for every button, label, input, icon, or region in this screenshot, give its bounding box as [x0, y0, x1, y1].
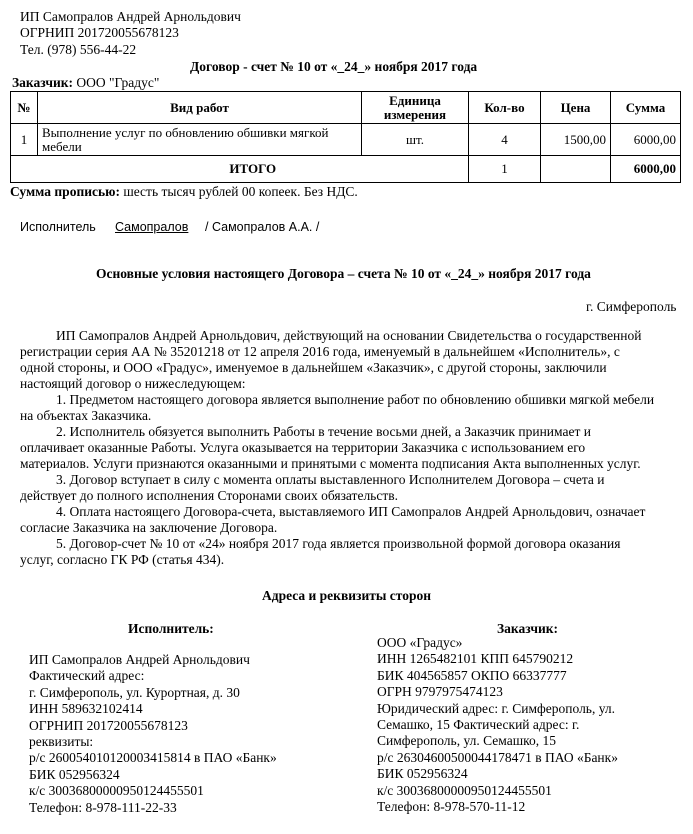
- body-line: на объектах Заказчика.: [20, 408, 152, 423]
- table-row: [11, 124, 681, 156]
- body-line: 2. Исполнитель обязуется выполнить Работы в течение восьми дней, а Заказчик принимает и: [56, 424, 591, 439]
- total-sum: 6000,00: [611, 156, 681, 183]
- executor-detail-line: г. Симферополь, ул. Курортная, д. 30: [29, 684, 240, 700]
- executor-detail-line: ИНН 589632102414: [29, 701, 143, 717]
- customer-detail-line: Семашко, 15 Фактический адрес: г.: [377, 716, 580, 732]
- body-line: одной стороны, и ООО «Градус», именуемое в дальнейшем «Заказчик», с другой стороны, заключили: [20, 360, 607, 375]
- executor-title: Исполнитель:: [128, 621, 214, 636]
- customer-label: Заказчик:: [12, 75, 74, 90]
- cell-unit: шт.: [362, 124, 469, 156]
- customer-detail-line: БИК 052956324: [377, 766, 468, 782]
- body-line: оплачивает оказанные Работы. Услуга оказывается на территории Заказчика с использованием его: [20, 440, 586, 455]
- body-line: настоящий договор о нижеследующем:: [20, 376, 246, 391]
- cell-qty: 4: [469, 124, 541, 156]
- items-table: [10, 91, 681, 183]
- document-title: Договор - счет № 10 от «_24_» ноября 2017 года: [190, 59, 478, 74]
- executor-detail-line: к/с 30036800000950124455501: [29, 783, 204, 799]
- addresses-title: Адреса и реквизиты сторон: [262, 588, 432, 603]
- customer-detail-line: ОГРН 9797975474123: [377, 684, 503, 700]
- signature-role: Исполнитель: [20, 220, 96, 234]
- conditions-title: Основные условия настоящего Договора – счета № 10 от «_24_» ноября 2017 года: [96, 266, 591, 281]
- col-header-unit: Единица измерения: [362, 92, 469, 124]
- body-line: услуг, согласно ГК РФ (статья 434).: [20, 552, 225, 567]
- body-line: 4. Оплата настоящего Договора-счета, выставляемого ИП Самопралов Андрей Арнольдович, означает: [56, 504, 646, 519]
- table-header-row: [11, 92, 681, 124]
- executor-detail-line: ОГРНИП 201720055678123: [29, 717, 188, 733]
- city: г. Симферополь: [586, 299, 677, 314]
- col-header-num: №: [11, 92, 38, 124]
- col-header-qty: Кол-во: [469, 92, 541, 124]
- sum-in-words: [10, 184, 358, 200]
- cell-work: Выполнение услуг по обновлению обшивки мягкой мебели: [38, 124, 362, 156]
- body-line: согласие Заказчика на заключение Договора.: [20, 520, 278, 535]
- contract-body: [20, 328, 682, 568]
- body-line: 3. Договор вступает в силу с момента оплаты выставленного Исполнителем Договора – счета и: [56, 472, 605, 487]
- signature-sign: Самопралов: [115, 220, 189, 234]
- executor-name-header: ИП Самопралов Андрей Арнольдович: [20, 9, 241, 24]
- col-header-work: Вид работ: [38, 92, 362, 124]
- body-line: материалов. Услуги признаются оказанными и принятыми с момента подписания Акта выполненных услуг.: [20, 456, 641, 471]
- executor-detail-line: ИП Самопралов Андрей Арнольдович: [29, 652, 250, 667]
- total-label: ИТОГО: [38, 156, 469, 183]
- total-qty: 1: [469, 156, 541, 183]
- customer-detail-line: Юридический адрес: г. Симферополь, ул.: [377, 700, 615, 716]
- signature-name: / Самопралов А.А. /: [205, 220, 320, 234]
- executor-detail-line: р/с 26005401012000З415814 в ПАО «Банк»: [29, 750, 277, 766]
- executor-details: [29, 652, 277, 816]
- customer-name: ООО "Градус": [73, 75, 160, 90]
- col-header-price: Цена: [541, 92, 611, 124]
- customer-detail-line: ИНН 1265482101 КПП 645790212: [377, 651, 574, 667]
- body-line: действует до полного исполнения Сторонами своих обязательств.: [20, 488, 398, 503]
- total-price-empty: [541, 156, 611, 183]
- customer-details: [377, 635, 618, 815]
- executor-detail-line: Телефон: 8-978-111-22-33: [29, 799, 177, 815]
- body-line: 1. Предметом настоящего договора является выполнение работ по обновлению обшивки мягкой мебели: [56, 392, 655, 407]
- customer-detail-line: Телефон: 8-978-570-11-12: [377, 798, 526, 814]
- executor-ogrnip-header: ОГРНИП 201720055678123: [20, 25, 179, 40]
- executor-detail-line: Фактический адрес:: [29, 668, 145, 684]
- customer-detail-line: БИК 404565857 ОКПО 66337777: [377, 667, 567, 683]
- customer-detail-line: к/с 30036800000950124455501: [377, 782, 552, 798]
- cell-price: 1500,00: [541, 124, 611, 156]
- col-header-sum: Сумма: [611, 92, 681, 124]
- table-total-row: [11, 156, 681, 183]
- executor-phone-header: Тел. (978) 556-44-22: [20, 42, 137, 57]
- sum-words-label: Сумма прописью:: [10, 184, 120, 199]
- body-line: 5. Договор-счет № 10 от «24» ноября 2017 года является произвольной формой договора оказания: [56, 536, 621, 551]
- customer-detail-line: р/с 26304600500044178471 в ПАО «Банк»: [377, 749, 618, 765]
- customer-line: [12, 75, 159, 91]
- cell-sum: 6000,00: [611, 124, 681, 156]
- cell-num: 1: [11, 124, 38, 156]
- sum-words-value: шесть тысяч рублей 00 копеек. Без НДС.: [119, 184, 358, 199]
- customer-title: Заказчик:: [497, 621, 559, 636]
- body-line: ИП Самопралов Андрей Арнольдович, действующий на основании Свидетельства о государственной: [56, 328, 642, 343]
- executor-detail-line: БИК 052956324: [29, 766, 120, 782]
- customer-detail-line: Симферополь, ул. Семашко, 15: [377, 733, 556, 749]
- customer-detail-line: ООО «Градус»: [377, 635, 463, 650]
- total-empty-cell: [11, 156, 38, 183]
- body-line: регистрации серия АА № 35201218 от 12 апреля 2016 года, именуемый в дальнейшем «Исполнитель», с: [20, 344, 620, 359]
- executor-detail-line: реквизиты:: [29, 733, 94, 749]
